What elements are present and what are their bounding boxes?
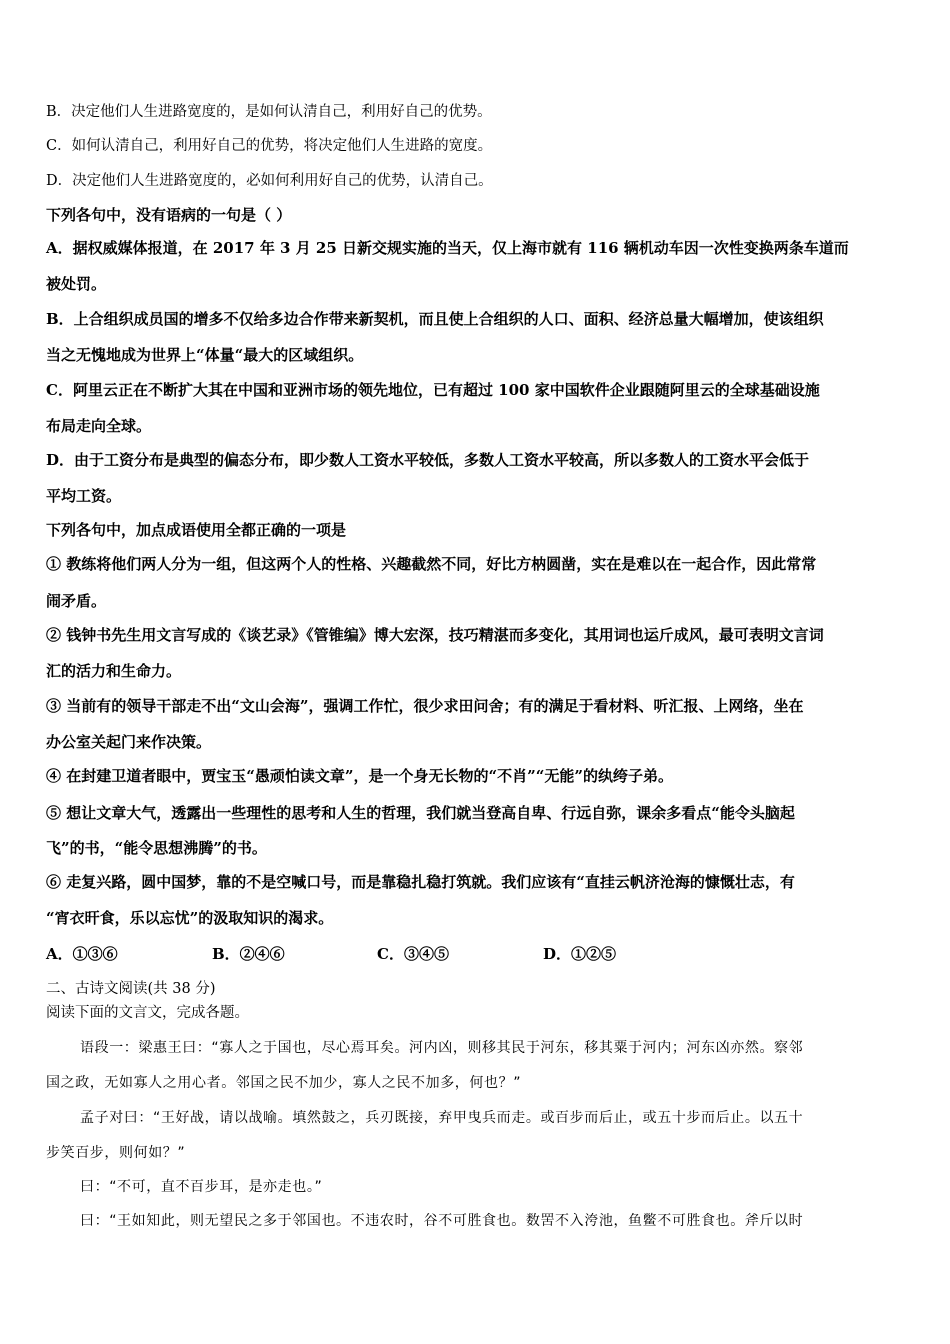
question-stem-2: 下列各句中，加点成语使用全都正确的一项是 [46, 521, 347, 539]
answer-option-b: B．②④⑥ [212, 945, 285, 963]
q2-sentence-3-cont: 办公室关起门来作决策。 [46, 733, 212, 751]
q1-option-c-cont: 布局走向全球。 [46, 417, 152, 435]
q1-option-d: D．由于工资分布是典型的偏态分布，即少数人工资水平较低，多数人工资水平较高，所以多数人的工资水平会低于 [46, 451, 810, 469]
q1-option-b-cont: 当之无愧地成为世界上“体量“最大的区域组织。 [46, 346, 364, 364]
q2-sentence-3: ③ 当前有的领导干部走不出“文山会海”，强调工作忙，很少求田问舍；有的满足于看材料、听汇报、上网络，坐在 [46, 697, 804, 715]
classical-passage-line: 曰：“不可，直不百步耳，是亦走也。” [80, 1179, 323, 1195]
classical-passage-line: 步笑百步，则何如？” [46, 1145, 186, 1161]
answer-option-c: C．③④⑤ [377, 945, 449, 963]
classical-passage-line: 孟子对曰：“王好战，请以战喻。填然鼓之，兵刃既接，弃甲曳兵而走。或百步而后止，或五十步而后止。以五十 [80, 1110, 804, 1126]
q2-sentence-1-cont: 闹矛盾。 [46, 592, 107, 610]
q2-sentence-5-cont: 飞”的书，“能令思想沸腾”的书。 [46, 839, 267, 857]
classical-passage-line: 曰：“王如知此，则无望民之多于邻国也。不违农时，谷不可胜食也。数罟不入洿池，鱼鳖不可胜食也。斧斤以时 [80, 1213, 804, 1229]
question-stem: 下列各句中，没有语病的一句是（ ） [46, 206, 292, 224]
q1-option-d-cont: 平均工资。 [46, 487, 122, 505]
q2-sentence-5: ⑤ 想让文章大气，透露出一些理性的思考和人生的哲理，我们就当登高自卑、行远自弥，课余多看点“能令头脑起 [46, 804, 795, 822]
section-title: 二、古诗文阅读(共 38 分) [46, 981, 216, 997]
option-c-line: C．如何认清自己，利用好自己的优势，将决定他们人生进路的宽度。 [46, 138, 493, 154]
section-instruction: 阅读下面的文言文，完成各题。 [46, 1005, 249, 1021]
q1-option-c: C．阿里云正在不断扩大其在中国和亚洲市场的领先地位，已有超过 100 家中国软件企业跟随阿里云的全球基础设施 [46, 381, 820, 399]
classical-passage-line: 语段一：梁惠王曰：“寡人之于国也，尽心焉耳矣。河内凶，则移其民于河东，移其粟于河内；河东凶亦然。察邻 [80, 1040, 804, 1056]
q2-sentence-6: ⑥ 走复兴路，圆中国梦，靠的不是空喊口号，而是靠稳扎稳打筑就。我们应该有“直挂云帆济沧海的慷慨壮志，有 [46, 873, 795, 891]
q2-sentence-4: ④ 在封建卫道者眼中，贾宝玉“愚顽怕读文章”，是一个身无长物的“不肖”“无能”的纨绔子弟。 [46, 767, 673, 785]
option-b-line: B．决定他们人生进路宽度的，是如何认清自己，利用好自己的优势。 [46, 104, 492, 120]
q2-sentence-2: ② 钱钟书先生用文言写成的《谈艺录》《管锥编》博大宏深，技巧精湛而多变化，其用词也运斤成风，最可表明文言词 [46, 626, 824, 644]
q1-option-a-cont: 被处罚。 [46, 275, 107, 293]
classical-passage-line: 国之政，无如寡人之用心者。邻国之民不加少，寡人之民不加多，何也？” [46, 1075, 522, 1091]
answer-option-d: D．①②⑤ [543, 945, 617, 963]
q1-option-a: A．据权威媒体报道，在 2017 年 3 月 25 日新交规实施的当天，仅上海市就有 116 辆机动车因一次性变换两条车道而 [46, 239, 849, 257]
q2-sentence-2-cont: 汇的活力和生命力。 [46, 662, 182, 680]
q2-sentence-6-cont: “宵衣旰食，乐以忘忧”的汲取知识的渴求。 [46, 909, 334, 927]
q1-option-b: B．上合组织成员国的增多不仅给多边合作带来新契机，而且使上合组织的人口、面积、经济总量大幅增加，使该组织 [46, 310, 824, 328]
option-d-line: D．决定他们人生进路宽度的，必如何利用好自己的优势，认清自己。 [46, 173, 493, 189]
answer-option-a: A．①③⑥ [46, 945, 118, 963]
q2-sentence-1: ① 教练将他们两人分为一组，但这两个人的性格、兴趣截然不同，好比方枘圆凿，实在是难以在一起合作，因此常常 [46, 555, 817, 573]
